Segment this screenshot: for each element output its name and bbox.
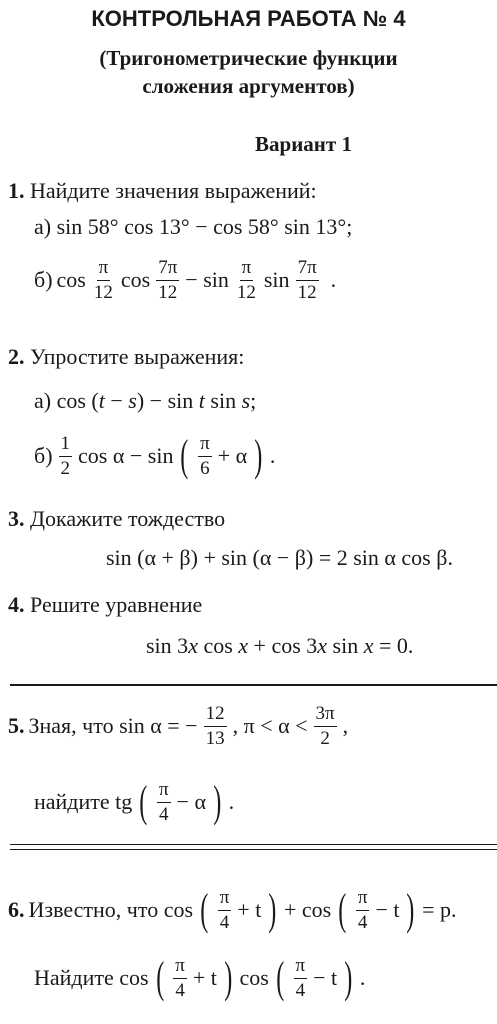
- task6-frac4: [294, 956, 308, 1001]
- frac-den: 4: [219, 911, 230, 933]
- frac-num: π: [198, 434, 212, 457]
- task1-a-expr: sin 58° cos 13° − cos 58° sin 13°;: [56, 214, 353, 239]
- frac-num: 3π: [314, 704, 337, 727]
- task1-heading: [8, 178, 317, 204]
- task1-b: [34, 258, 336, 303]
- task5-comma: ,: [342, 713, 349, 739]
- task1-b-frac4: [296, 258, 319, 303]
- task6-find: Найдите cos: [34, 965, 149, 991]
- task1-b-cos1: cos: [56, 267, 86, 293]
- task2-a: [34, 388, 256, 414]
- task6-frac2: [356, 888, 370, 933]
- subtitle-line-2: сложения аргументов): [142, 74, 355, 98]
- task2-heading: [8, 344, 244, 370]
- frac-den: 12: [158, 281, 178, 303]
- task6-eq-p: = p.: [422, 897, 457, 923]
- task3-number: 3.: [8, 506, 25, 531]
- task2-b-label: б): [34, 443, 53, 469]
- frac-num: π: [173, 956, 187, 979]
- task6-plus-t: + t: [237, 897, 262, 923]
- task1-heading-text: Найдите значения выражений:: [30, 178, 317, 203]
- task2-number: 2.: [8, 344, 25, 369]
- task6-line2: [34, 953, 366, 1003]
- var-t: t: [198, 388, 205, 413]
- left-paren: (: [155, 953, 164, 1003]
- expr-part: ;: [250, 388, 257, 413]
- var-x: x: [363, 633, 374, 658]
- left-paren: (: [139, 777, 148, 827]
- task6-text: Известно, что cos: [28, 897, 194, 923]
- frac-num: π: [356, 888, 370, 911]
- left-paren: (: [180, 431, 189, 481]
- task1-b-frac1: [92, 258, 115, 303]
- task6-frac1: [218, 888, 232, 933]
- task5-end: .: [228, 789, 235, 815]
- task1-b-frac2: [156, 258, 179, 303]
- expr-part: sin 3: [146, 633, 189, 658]
- task2-a-label: а): [34, 388, 52, 413]
- task1-b-minus-sin: − sin: [185, 267, 229, 293]
- right-paren: ): [254, 431, 263, 481]
- left-paren: (: [276, 953, 285, 1003]
- frac-num: 7π: [156, 258, 179, 281]
- expr-part: + cos 3: [248, 633, 318, 658]
- task1-a: [34, 214, 352, 240]
- page-title: КОНТРОЛЬНАЯ РАБОТА № 4: [91, 6, 406, 31]
- task6-cos2: cos: [239, 965, 269, 991]
- task1-b-sin: sin: [263, 267, 290, 293]
- task5-frac3: [157, 780, 171, 825]
- task6-frac3: [173, 956, 187, 1001]
- variant-label: Вариант 1: [255, 132, 352, 156]
- frac-num: π: [240, 258, 254, 281]
- frac-num: π: [97, 258, 111, 281]
- frac-den: 12: [236, 281, 256, 303]
- task2-b-plus: + α: [217, 443, 248, 469]
- expr-part: cos: [197, 633, 239, 658]
- right-paren: ): [344, 953, 353, 1003]
- task6-minus-t: − t: [375, 897, 400, 923]
- task4-number: 4.: [8, 592, 25, 617]
- task5-minus: − α: [176, 789, 206, 815]
- frac-den: 2: [320, 727, 330, 749]
- task5-number: 5.: [8, 713, 25, 739]
- right-paren: ): [268, 885, 277, 935]
- frac-num: π: [157, 780, 171, 803]
- task2-b-frac2: [198, 434, 212, 479]
- task1-b-cos2: cos: [120, 267, 151, 293]
- task3-heading: [8, 506, 225, 532]
- task6-plus-cos: + cos: [283, 897, 332, 923]
- frac-num: 7π: [296, 258, 319, 281]
- task3-expr: sin (α + β) + sin (α − β) = 2 sin α cos β.: [106, 545, 453, 570]
- task1-b-frac3: [235, 258, 258, 303]
- double-divider: [10, 844, 497, 850]
- frac-num: π: [294, 956, 308, 979]
- frac-num: 1: [59, 434, 73, 457]
- frac-den: 6: [200, 457, 210, 479]
- task5-find: найдите tg: [34, 789, 133, 815]
- frac-den: 4: [295, 979, 306, 1001]
- frac-den: 4: [158, 803, 169, 825]
- task5-text: Зная, что sin α = −: [28, 713, 198, 739]
- var-s: s: [128, 388, 137, 413]
- expr-part: sin: [327, 633, 364, 658]
- task6-number: 6.: [8, 897, 25, 923]
- frac-den: 2: [60, 457, 71, 479]
- task2-b-frac1: [59, 434, 73, 479]
- task5-frac1: [204, 704, 227, 749]
- right-paren: ): [213, 777, 222, 827]
- frac-den: 13: [205, 727, 225, 749]
- expr-part: = 0.: [373, 633, 414, 658]
- task5-mid: , π < α <: [232, 713, 308, 739]
- frac-den: 12: [297, 281, 317, 303]
- task2-b-mid: cos α − sin: [78, 443, 174, 469]
- left-paren: (: [338, 885, 347, 935]
- task5-frac2: [314, 704, 337, 749]
- task4-heading-text: Решите уравнение: [30, 592, 203, 617]
- task4-expr: [146, 633, 413, 659]
- frac-den: 4: [175, 979, 185, 1001]
- frac-num: 12: [204, 704, 227, 727]
- right-paren: ): [224, 953, 233, 1003]
- expr-part: cos (: [56, 388, 99, 413]
- task1-number: 1.: [8, 178, 25, 203]
- expr-part: −: [104, 388, 129, 413]
- expr-part: sin: [204, 388, 242, 413]
- task6-line1: [8, 885, 457, 935]
- task5-line1: [8, 704, 348, 749]
- task6-end: .: [359, 965, 366, 991]
- subtitle-line-1: (Тригонометрические функции: [99, 46, 398, 70]
- task1-b-end: .: [330, 267, 337, 293]
- expr-part: ) − sin: [136, 388, 199, 413]
- var-s: s: [241, 388, 251, 413]
- var-x: x: [188, 633, 198, 658]
- task3-heading-text: Докажите тождество: [30, 506, 226, 531]
- section-divider: [10, 684, 497, 686]
- var-x: x: [317, 633, 328, 658]
- task1-b-label: б): [34, 267, 53, 293]
- frac-num: π: [218, 888, 232, 911]
- var-x: x: [238, 633, 249, 658]
- task2-heading-text: Упростите выражения:: [30, 344, 245, 369]
- task2-b-end: .: [269, 443, 276, 469]
- task1-a-label: а): [34, 214, 52, 239]
- task5-line2: [34, 777, 235, 827]
- task6-plus-t2: + t: [192, 965, 217, 991]
- frac-den: 12: [93, 281, 113, 303]
- frac-den: 4: [357, 911, 368, 933]
- left-paren: (: [200, 885, 209, 935]
- task4-heading: [8, 592, 202, 618]
- right-paren: ): [406, 885, 415, 935]
- task2-b: [34, 431, 276, 481]
- var-t: t: [98, 388, 105, 413]
- task6-minus-t2: − t: [313, 965, 338, 991]
